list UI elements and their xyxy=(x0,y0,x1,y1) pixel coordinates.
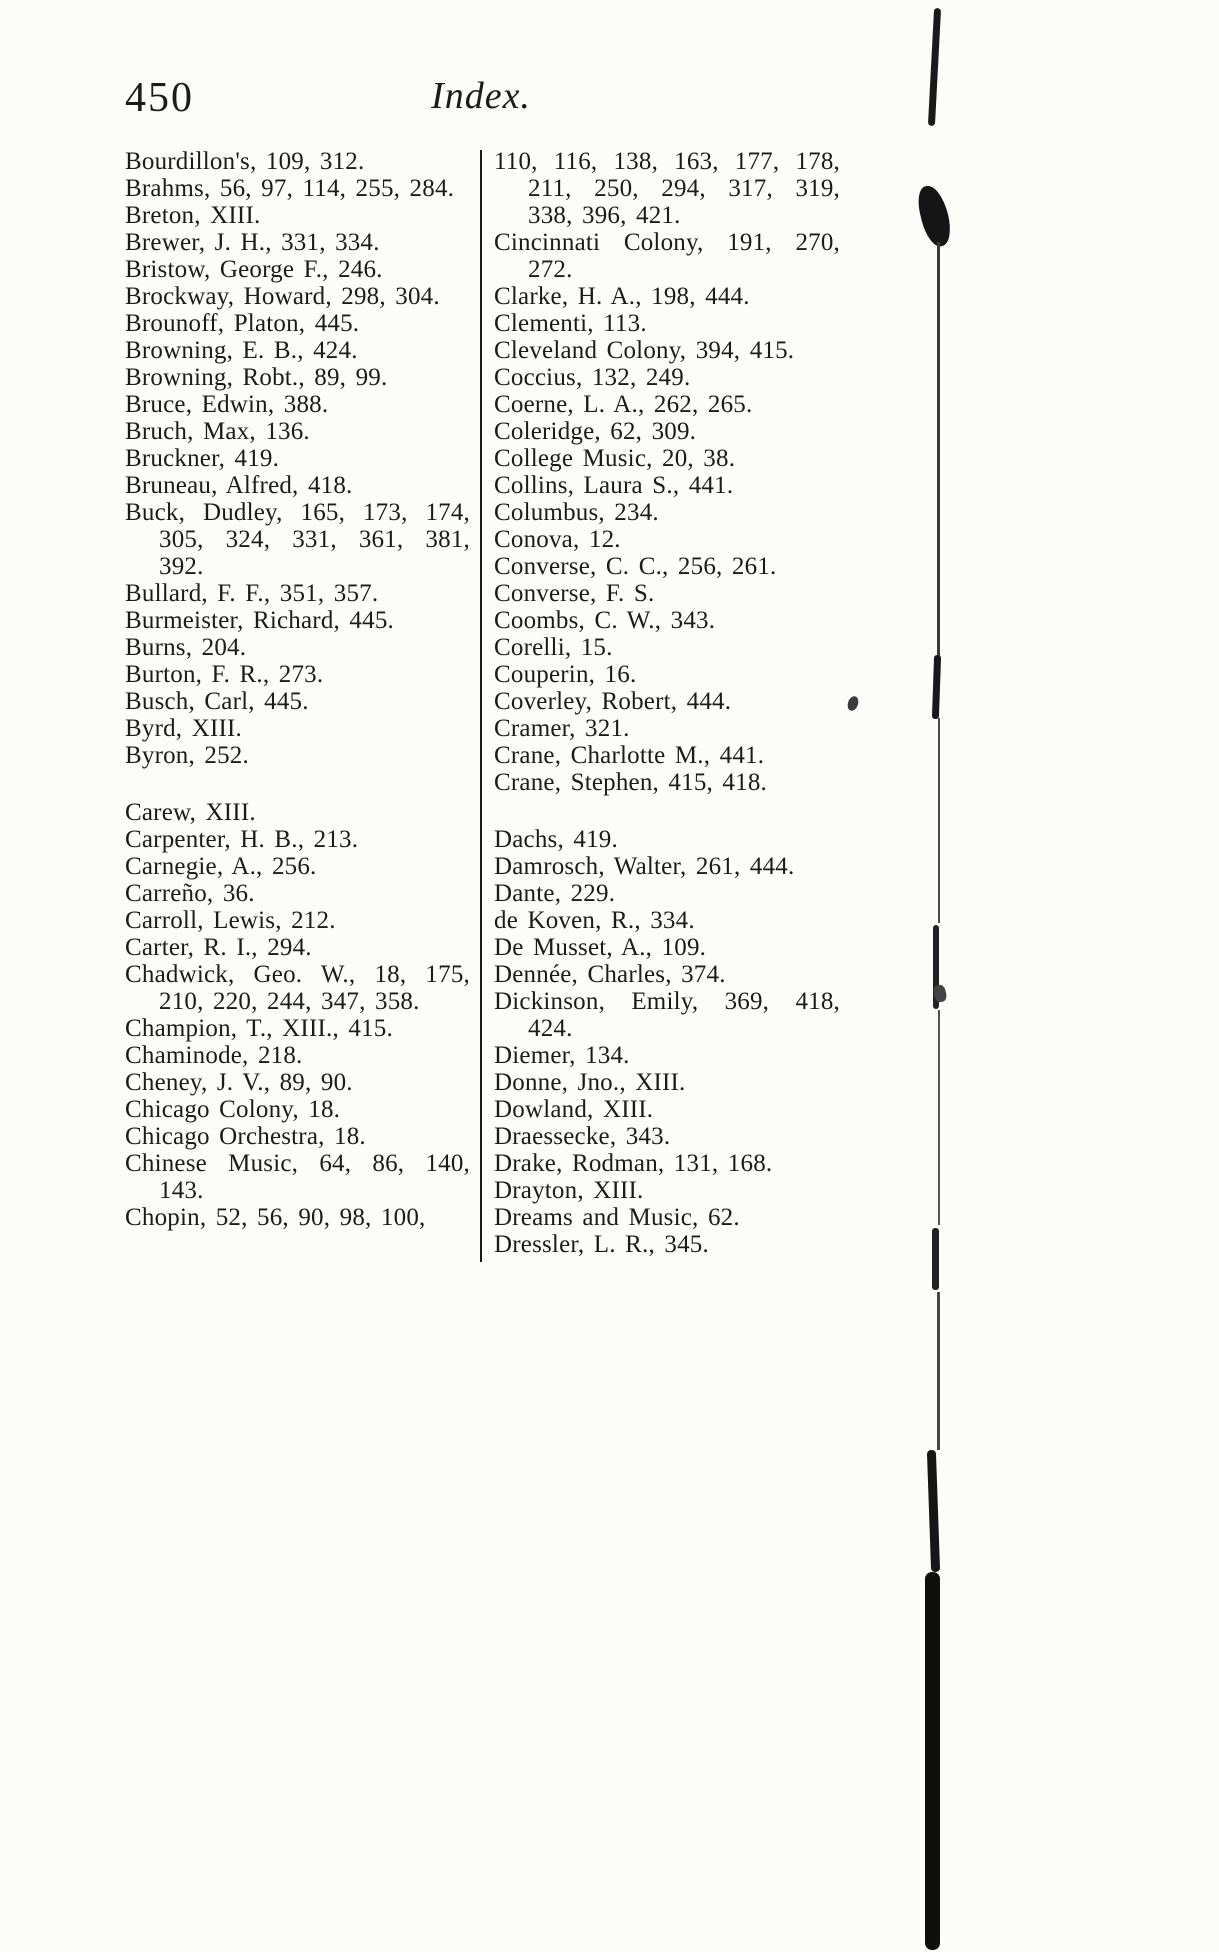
index-entry: Chaminode, 218. xyxy=(125,1042,303,1069)
index-entry: Bruckner, 419. xyxy=(125,445,280,472)
right-column xyxy=(488,148,840,1258)
scan-artifact xyxy=(932,1228,939,1290)
index-entry: Brewer, J. H., 331, 334. xyxy=(125,229,380,256)
index-entry: Busch, Carl, 445. xyxy=(125,688,309,715)
index-entry: Burmeister, Richard, 445. xyxy=(125,607,394,634)
index-entry: Dowland, XIII. xyxy=(494,1096,654,1123)
scan-artifact xyxy=(937,242,940,662)
index-entry: Converse, F. S. xyxy=(494,580,655,607)
index-entry: Carter, R. I., 294. xyxy=(125,934,312,961)
index-entry: Burns, 204. xyxy=(125,634,247,661)
index-entry: Byrd, XIII. xyxy=(125,715,242,742)
index-entry: Bruneau, Alfred, 418. xyxy=(125,472,353,499)
index-entry: Chinese Music, 64, 86, 140, 143. xyxy=(125,1150,470,1204)
scan-artifact xyxy=(938,1010,940,1225)
index-entry: Dachs, 419. xyxy=(494,826,618,853)
scan-artifact xyxy=(846,695,861,713)
index-entry: Bruce, Edwin, 388. xyxy=(125,391,329,418)
index-entry: Donne, Jno., XIII. xyxy=(494,1069,686,1096)
index-entry: Cheney, J. V., 89, 90. xyxy=(125,1069,353,1096)
index-entry: Bristow, George F., 246. xyxy=(125,256,383,283)
index-entry: 110, 116, 138, 163, 177, 178, 211, 250, 294, 317, 319, 338, 396, 421. xyxy=(494,148,840,229)
scan-artifact xyxy=(927,1450,940,1572)
scan-artifact xyxy=(928,8,941,126)
index-entry: Brahms, 56, 97, 114, 255, 284. xyxy=(125,175,455,202)
scan-artifact xyxy=(937,1292,940,1450)
index-entry: Cincinnati Colony, 191, 270, 272. xyxy=(494,229,840,283)
index-entry: Draessecke, 343. xyxy=(494,1123,671,1150)
index-entry: Chopin, 52, 56, 90, 98, 100, xyxy=(125,1204,426,1231)
page-header xyxy=(125,72,837,124)
left-column xyxy=(125,148,470,1231)
index-entry: Couperin, 16. xyxy=(494,661,637,688)
index-entry: Drake, Rodman, 131, 168. xyxy=(494,1150,773,1177)
index-entry: Coombs, C. W., 343. xyxy=(494,607,716,634)
index-entry: Byron, 252. xyxy=(125,742,249,769)
index-entry: Chicago Colony, 18. xyxy=(125,1096,341,1123)
index-entry: Bullard, F. F., 351, 357. xyxy=(125,580,379,607)
index-entry: Carreño, 36. xyxy=(125,880,255,907)
scan-artifact xyxy=(932,655,941,719)
scan-artifact xyxy=(914,183,955,250)
index-entry: Coccius, 132, 249. xyxy=(494,364,691,391)
scan-artifact xyxy=(938,718,940,923)
index-entry: de Koven, R., 334. xyxy=(494,907,695,934)
entry-group-gap xyxy=(494,796,840,826)
page-number: 450 xyxy=(125,75,194,121)
index-entry: Carroll, Lewis, 212. xyxy=(125,907,336,934)
index-entry: Crane, Charlotte M., 441. xyxy=(494,742,765,769)
index-entry: Damrosch, Walter, 261, 444. xyxy=(494,853,795,880)
index-entry: Browning, E. B., 424. xyxy=(125,337,358,364)
index-entry: College Music, 20, 38. xyxy=(494,445,736,472)
index-entry: Dreams and Music, 62. xyxy=(494,1204,740,1231)
index-entry: Carnegie, A., 256. xyxy=(125,853,317,880)
index-entry: Cleveland Colony, 394, 415. xyxy=(494,337,795,364)
scan-artifact xyxy=(925,1572,940,1950)
index-entry: Diemer, 134. xyxy=(494,1042,630,1069)
index-entry: Coerne, L. A., 262, 265. xyxy=(494,391,753,418)
page-title: Index. xyxy=(431,75,531,117)
index-entry: Brockway, Howard, 298, 304. xyxy=(125,283,440,310)
entry-group-gap xyxy=(125,769,470,799)
index-entry: Coverley, Robert, 444. xyxy=(494,688,732,715)
index-entry: Converse, C. C., 256, 261. xyxy=(494,553,777,580)
index-entry: Browning, Robt., 89, 99. xyxy=(125,364,388,391)
index-entry: Burton, F. R., 273. xyxy=(125,661,324,688)
index-entry: Corelli, 15. xyxy=(494,634,613,661)
index-entry: De Musset, A., 109. xyxy=(494,934,707,961)
column-divider xyxy=(480,150,482,1262)
index-entry: Champion, T., XIII., 415. xyxy=(125,1015,393,1042)
index-entry: Clementi, 113. xyxy=(494,310,647,337)
index-entry: Buck, Dudley, 165, 173, 174, 305, 324, 331, 361, 381, 392. xyxy=(125,499,470,580)
index-entry: Bruch, Max, 136. xyxy=(125,418,310,445)
index-entry: Coleridge, 62, 309. xyxy=(494,418,697,445)
index-entry: Cramer, 321. xyxy=(494,715,630,742)
index-entry: Collins, Laura S., 441. xyxy=(494,472,734,499)
index-entry: Dressler, L. R., 345. xyxy=(494,1231,709,1258)
index-columns xyxy=(125,148,840,1262)
index-entry: Dennée, Charles, 374. xyxy=(494,961,726,988)
index-entry: Clarke, H. A., 198, 444. xyxy=(494,283,750,310)
index-entry: Chicago Orchestra, 18. xyxy=(125,1123,366,1150)
index-entry: Brounoff, Platon, 445. xyxy=(125,310,360,337)
index-entry: Dante, 229. xyxy=(494,880,616,907)
index-entry: Conova, 12. xyxy=(494,526,621,553)
index-entry: Columbus, 234. xyxy=(494,499,659,526)
index-entry: Carpenter, H. B., 213. xyxy=(125,826,359,853)
index-entry: Breton, XIII. xyxy=(125,202,261,229)
index-entry: Dickinson, Emily, 369, 418, 424. xyxy=(494,988,840,1042)
index-entry: Crane, Stephen, 415, 418. xyxy=(494,769,767,796)
index-entry: Chadwick, Geo. W., 18, 175, 210, 220, 244, 347, 358. xyxy=(125,961,470,1015)
index-entry: Drayton, XIII. xyxy=(494,1177,644,1204)
index-entry: Bourdillon's, 109, 312. xyxy=(125,148,365,175)
index-entry: Carew, XIII. xyxy=(125,799,256,826)
